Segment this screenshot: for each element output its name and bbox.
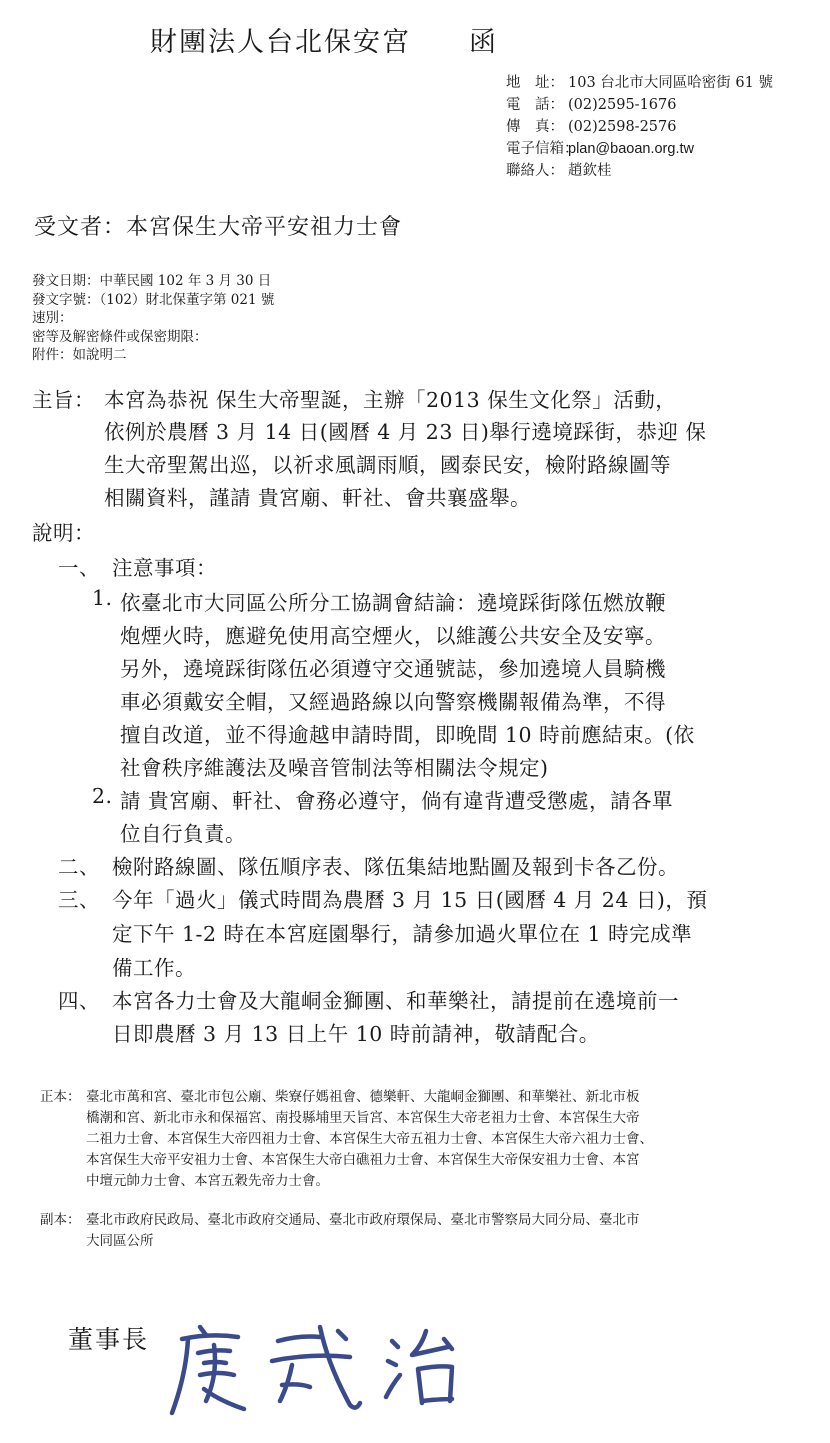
contact-block	[506, 72, 773, 182]
subject-line: 依例於農曆 3 月 14 日(國曆 4 月 23 日)舉行遶境踩街，恭迎 保	[104, 420, 707, 444]
main-recipients-line: 本宮保生大帝平安祖力士會、本宮保生大帝白礁祖力士會、本宮保生大帝保安祖力士會、本宮	[86, 1152, 640, 1168]
issue-date: 發文日期：中華民國 102 年 3 月 30 日	[32, 273, 272, 289]
letterhead-title	[150, 20, 498, 59]
main-recipients-line: 二祖力士會、本宮保生大帝四祖力士會、本宮保生大帝五祖力士會、本宮保生大帝六祖力士會、	[86, 1131, 653, 1147]
contact-fax: 傳 真： (02)2598-2576	[506, 119, 677, 135]
item-line: 車必須戴安全帽，又經過路線以向警察機關報備為準，不得	[120, 690, 666, 714]
explanation-label: 說明：	[32, 521, 95, 545]
section-line: 本宮各力士會及大龍峒金獅團、和華樂社，請提前在遶境前一	[112, 989, 679, 1013]
section-number: 二、	[58, 855, 100, 879]
main-recipients-label: 正本：	[40, 1089, 81, 1105]
item-line: 請 貴宮廟、軒社、會務必遵守，倘有違背遭受懲處，請各單	[120, 789, 674, 813]
item-number: 2.	[92, 784, 113, 808]
security-level: 密等及解密條件或保密期限：	[32, 328, 208, 345]
item-line: 另外，遶境踩街隊伍必須遵守交通號誌，參加遶境人員騎機	[120, 657, 666, 681]
item-line: 依臺北市大同區公所分工協調會結論：遶境踩街隊伍燃放鞭	[120, 591, 666, 615]
cc-recipients-line: 臺北市政府民政局、臺北市政府交通局、臺北市政府環保局、臺北市警察局大同分局、臺北市	[86, 1212, 640, 1228]
subject-line: 生大帝聖駕出巡，以祈求風調雨順，國泰民安，檢附路線圖等	[104, 453, 671, 477]
contact-email: 電子信箱：plan@baoan.org.tw	[506, 141, 694, 157]
contact-phone: 電 話： (02)2595-1676	[506, 97, 677, 113]
main-recipients-line: 臺北市萬和宮、臺北市包公廟、柴寮仔媽祖會、德樂軒、大龍峒金獅團、和華樂社、新北市板	[86, 1089, 640, 1105]
attachment: 附件：如說明二	[32, 347, 127, 363]
signatory-title: 董事長	[68, 1325, 150, 1354]
subject-line: 相關資料，謹請 貴宮廟、軒社、會共襄盛舉。	[104, 486, 532, 510]
section-number: 四、	[58, 989, 100, 1013]
item-line: 炮煙火時，應避免使用高空煙火，以維護公共安全及安寧。	[120, 624, 666, 648]
document-number: 發文字號：（102）財北保董字第 021 號	[32, 291, 275, 308]
section-line: 日即農曆 3 月 13 日上午 10 時前請神，敬請配合。	[112, 1022, 600, 1046]
org-name: 財團法人台北保安宮	[150, 27, 411, 58]
subject-line: 本宮為恭祝 保生大帝聖誕，主辦「2013 保生文化祭」活動，	[104, 388, 677, 412]
contact-person: 聯絡人： 趙欽桂	[506, 163, 612, 179]
item-line: 擅自改道，並不得逾越申請時間，即晚間 10 時前應結束。(依	[120, 723, 695, 747]
signature-strokes	[172, 1327, 452, 1413]
section-line: 檢附路線圖、隊伍順序表、隊伍集結地點圖及報到卡各乙份。	[112, 855, 679, 879]
item-line: 社會秩序維護法及噪音管制法等相關法令規定)	[120, 756, 549, 780]
section-title: 注意事項：	[112, 556, 217, 580]
document-meta	[32, 272, 274, 365]
item-line: 位自行負責。	[120, 822, 246, 846]
section-line: 今年「過火」儀式時間為農曆 3 月 15 日(國曆 4 月 24 日)，預	[112, 888, 708, 912]
main-recipients-line: 橋潮和宮、新北市永和保福宮、南投縣埔里天旨宮、本宮保生大帝老祖力士會、本宮保生大帝	[86, 1110, 640, 1126]
contact-address: 地 址： 103 台北市大同區哈密街 61 號	[506, 75, 773, 91]
section-number: 三、	[58, 888, 100, 912]
section-line: 定下午 1-2 時在本宮庭園舉行，請參加過火單位在 1 時完成準	[112, 922, 693, 946]
recipient: 受文者：本宮保生大帝平安祖力士會	[34, 215, 403, 240]
doc-type: 函	[469, 27, 498, 58]
item-number: 1.	[92, 586, 113, 610]
main-recipients-line: 中壇元帥力士會、本宮五穀先帝力士會。	[86, 1173, 329, 1189]
subject-label: 主旨：	[32, 388, 95, 412]
cc-recipients-label: 副本：	[40, 1212, 81, 1228]
section-number: 一、	[58, 556, 100, 580]
handwritten-signature	[160, 1305, 480, 1425]
section-line: 備工作。	[112, 956, 196, 980]
cc-recipients-line: 大同區公所	[86, 1233, 154, 1249]
urgency: 速別：	[32, 310, 73, 326]
